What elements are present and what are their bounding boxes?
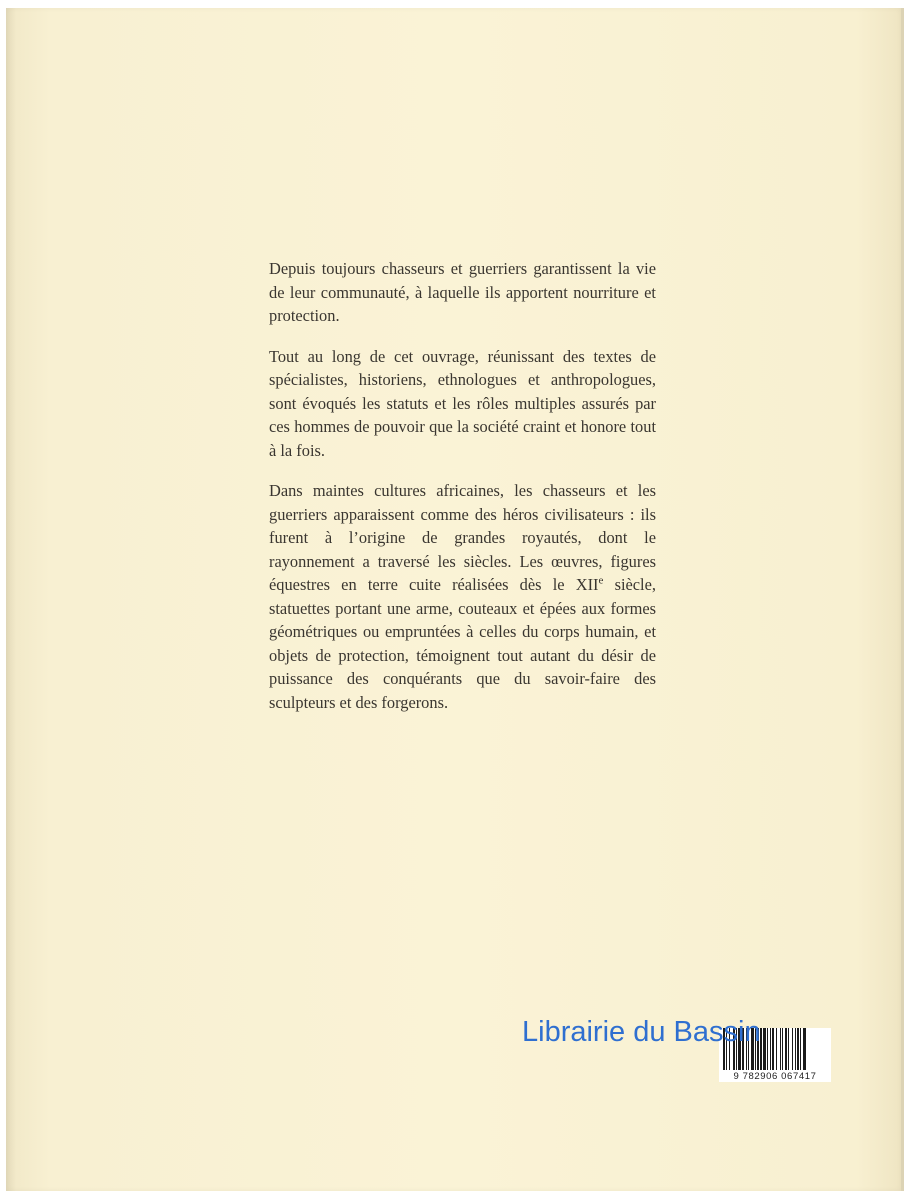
barcode-bar (776, 1028, 777, 1070)
cover-edge-shadow (6, 8, 16, 1191)
blurb-text (269, 257, 656, 731)
century-suffix: e (598, 574, 604, 587)
barcode-bar (780, 1028, 781, 1070)
barcode-bar (782, 1028, 783, 1070)
paragraph-3-part-2: siècle, statuettes portant une arme, couteaux et épées aux formes géométriques ou empruntées à celles du corps humain, et objets de protection, témoignent tout autant du désir de puissance des conquérants que du savoir-faire des sculpteurs et des forgerons. (269, 575, 656, 712)
barcode-digits: 9 782906 067417 (733, 1071, 817, 1082)
barcode-bar (767, 1028, 768, 1070)
blurb-paragraph-3 (269, 479, 656, 714)
barcode-bar (803, 1028, 806, 1070)
blurb-paragraph-2: Tout au long de cet ouvrage, réunissant des textes de spécialistes, historiens, ethnologues et anthropologues, sont évoqués les statuts et les rôles multiples assurés par ces hommes de pouvoir que la société craint et honore tout à la fois. (269, 346, 656, 460)
barcode-bar (795, 1028, 796, 1070)
blurb-paragraph-1: Depuis toujours chasseurs et guerriers garantissent la vie de leur communauté, à laquelle ils apportent nourriture et protection. (269, 259, 656, 325)
barcode-bar (772, 1028, 774, 1070)
bookseller-watermark: Librairie du Bassin (522, 1016, 761, 1048)
book-back-cover (6, 8, 904, 1191)
barcode-bar (797, 1028, 799, 1070)
century-numeral: XII (575, 575, 599, 594)
barcode-bar (800, 1028, 801, 1070)
barcode-bar (792, 1028, 793, 1070)
barcode-bar (770, 1028, 771, 1070)
paragraph-3-part-1: Dans maintes cultures africaines, les chasseurs et les guerriers apparaissent comme des héros civilisateurs : ils furent à l’origine de grandes royautés, dont le rayonnement a traversé les siècles. Les œuvres, figures équestres en terre cuite réalisées dès le (269, 481, 656, 594)
barcode-bar (788, 1028, 789, 1070)
barcode-bar (785, 1028, 787, 1070)
barcode-bar (763, 1028, 766, 1070)
